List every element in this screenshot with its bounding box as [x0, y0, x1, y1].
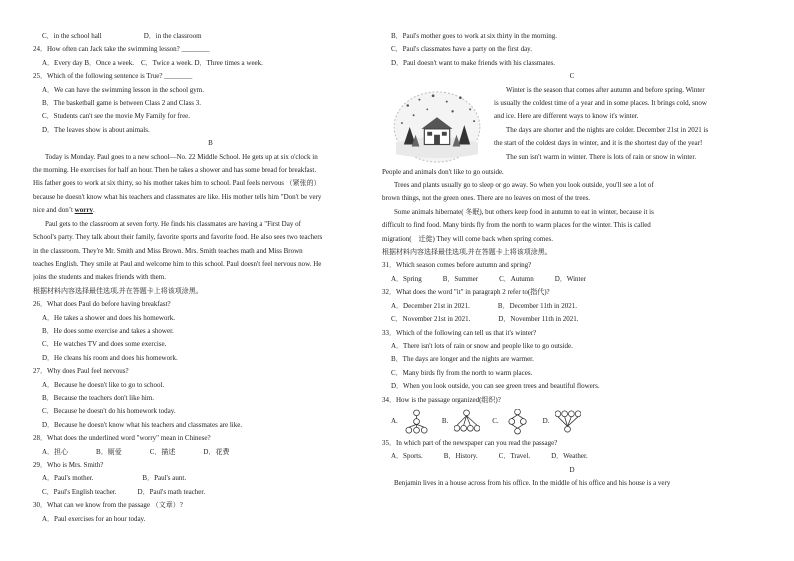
answer-option: B．The basketball game is between Class 2 and Class 3. — [42, 99, 202, 108]
question-line: 30．What can we know from the passage （文章）? — [33, 501, 183, 510]
passage-line: difficult to find food. Many birds fly from the north to warm places for the winter. This is called — [382, 221, 651, 230]
answer-option: A．Spring B．Summer C．Autumn D．Winter — [391, 274, 586, 283]
answer-option: C．Paul's English teacher. D．Paul's math teacher. — [42, 487, 206, 496]
passage-line: joins the students and makes friends with them. — [33, 273, 166, 282]
answer-option: A．Paul exercises for an hour today. — [42, 514, 146, 523]
passage-line: People and animals don't like to go outside. — [382, 167, 504, 176]
structure-diagram-b — [454, 409, 480, 435]
answer-option: C．Many birds fly from the north to warm places. — [391, 368, 533, 377]
answer-option: A．Paul's mother. B．Paul's aunt. — [42, 474, 187, 483]
answer-option: C．Because he doesn't do his homework today. — [42, 407, 176, 416]
passage-line: teaches English. They smile at Paul and welcome him to this school. Paul doesn't feel nervous now. He — [33, 259, 322, 268]
structure-option-letter: B. — [441, 417, 449, 426]
passage-line: is usually the coldest time of a year and in some places. It brings cold, snow — [494, 99, 707, 108]
answer-option: A．December 21st in 2021. B．December 11th in 2021. — [391, 301, 577, 310]
answer-option: C．Students can't see the movie My Family for free. — [42, 112, 191, 121]
section-heading: C — [569, 72, 575, 81]
question-line: 32．What does the word "it" in paragraph 2 refer to(指代)? — [382, 288, 550, 297]
answer-option: B．Paul's mother goes to work at six thirty in the morning. — [391, 32, 557, 40]
answer-option: B．Because the teachers don't like him. — [42, 393, 155, 402]
passage-line: Today is Monday. Paul goes to a new school—No. 22 Middle School. He gets up at six o'clock in — [45, 152, 318, 161]
passage-line: Trees and plants usually go to sleep or go away. So when you look outside, you'll see a lot of — [394, 181, 654, 190]
answer-option: B．He does some exercise and takes a shower. — [42, 326, 174, 335]
left-column — [33, 30, 388, 526]
passage-line: and ice. Here are different ways to know it's winter. — [494, 112, 639, 121]
passage-line: The sun isn't warm in winter. There is lots of rain or snow in winter. — [506, 152, 697, 161]
passage-line: the morning. He exercises for half an hour. Then he takes a shower and has some bread for breakfast. — [33, 166, 317, 175]
passage-line: Winter is the season that comes after autumn and before spring. Winter — [506, 85, 705, 94]
answer-option: D．The leaves show is about animals. — [42, 125, 150, 134]
section-heading: B — [208, 139, 213, 148]
answer-option: D．Because he doesn't know what his teachers and classmates are like. — [42, 420, 243, 429]
question-line: 34．How is the passage organized(组织)? — [382, 395, 501, 404]
winter-house-illustration — [388, 86, 486, 164]
structure-diagram-c — [505, 409, 531, 435]
structure-option-letter: D. — [542, 417, 550, 426]
answer-option: A．There isn't lots of rain or snow and people like to go outside. — [391, 341, 573, 350]
passage-line: migration( 迁徙) They will come back when spring comes. — [382, 234, 553, 243]
structure-option-letter: C. — [492, 417, 499, 426]
underlined-word: worry — [74, 206, 93, 215]
question-line: 26．What does Paul do before having breakfast? — [33, 300, 171, 309]
structure-option-letter: A. — [391, 417, 398, 426]
passage-line: because he doesn't know what his teachers and classmates are like. His mother tells him "Don't be very — [33, 192, 322, 201]
passage-line: brown things, not the green ones. There are no leaves on most of the trees. — [382, 194, 591, 203]
question-line: 27．Why does Paul feel nervous? — [33, 367, 129, 376]
passage-line: in the classroom. They're Mr. Smith and Miss Brown. Mrs. Smith teaches math and Miss Brown — [33, 246, 303, 255]
answer-option: D．When you look outside, you can see green trees and beautiful flowers. — [391, 382, 600, 391]
structure-diagram-a — [404, 409, 430, 435]
answer-option: A．Sports. B．History. C．Travel. D．Weather. — [391, 452, 588, 461]
passage-line: Some animals hibernate( 冬眠), but others keep food in autumn to eat in winter, because it is — [394, 207, 654, 216]
section-heading: D — [569, 465, 575, 474]
answer-option: C．He watches TV and does some exercise. — [42, 340, 167, 349]
question-line: 24．How often can Jack take the swimming lesson? ________ — [33, 45, 210, 54]
text-fragment: . — [92, 206, 95, 215]
passage-c-block — [382, 84, 762, 164]
question-line: 25．Which of the following sentence is True? ________ — [33, 72, 193, 81]
answer-option: B．The days are longer and the nights are warmer. — [391, 355, 534, 364]
text-fragment: nice and don’t — [33, 206, 75, 215]
right-column — [382, 30, 762, 491]
question-line: 35．In which part of the newspaper can you read the passage? — [382, 438, 558, 447]
passage-line: Benjamin lives in a house across from his office. In the middle of his office and his house is a very — [394, 479, 671, 488]
structure-diagram-d — [555, 409, 581, 435]
answer-option: C．Paul's classmates have a party on the first day. — [391, 45, 532, 54]
answer-option: A．We can have the swimming lesson in the school gym. — [42, 85, 204, 94]
passage-line: Paul gets to the classroom at seven forty. He finds his classmates are having a "First Day of — [45, 219, 301, 228]
question-line: 28．What does the underlined word "worry" mean in Chinese? — [33, 434, 211, 443]
passage-line: The days are shorter and the nights are colder. December 21st in 2021 is — [506, 125, 709, 134]
passage-line: the start of the coldest days in winter, and it is the shortest day of the year! — [494, 139, 703, 148]
instruction-line: 根据材料内容选择最佳选项,并在答题卡上将该项涂黑。 — [33, 286, 203, 295]
instruction-line: 根据材料内容选择最佳选项,并在答题卡上将该项涂黑。 — [382, 248, 552, 257]
answer-option: A．He takes a shower and does his homework. — [42, 313, 175, 322]
structure-options — [382, 407, 762, 437]
answer-option: C．November 21st in 2021. D．November 11th in 2021. — [391, 315, 579, 324]
answer-option: A．Every day B．Once a week. C．Twice a week. D．Three times a week. — [42, 58, 263, 67]
question-line: 31．Which season comes before autumn and spring? — [382, 261, 532, 270]
answer-option: D．He cleans his room and does his homework. — [42, 353, 178, 362]
passage-line: School's party. They talk about their family, favorite sports and favorite food. He also sees two teachers — [33, 233, 323, 242]
passage-line — [33, 204, 388, 217]
answer-option: C．in the school hall D．in the classroom — [42, 32, 202, 40]
question-line: 29．Who is Mrs. Smith? — [33, 461, 104, 469]
answer-option: A．担心 B．厕爱 C．描述 D．花费 — [42, 447, 230, 456]
passage-line: His father goes to work at six thirty, so his mother takes him to school. Paul feels nervous （紧张的） — [33, 179, 321, 188]
question-line: 33．Which of the following can tell us that it's winter? — [382, 328, 537, 337]
answer-option: A．Because he doesn't like to go to school. — [42, 380, 165, 389]
answer-option: D．Paul doesn't want to make friends with his classmates. — [391, 58, 555, 67]
